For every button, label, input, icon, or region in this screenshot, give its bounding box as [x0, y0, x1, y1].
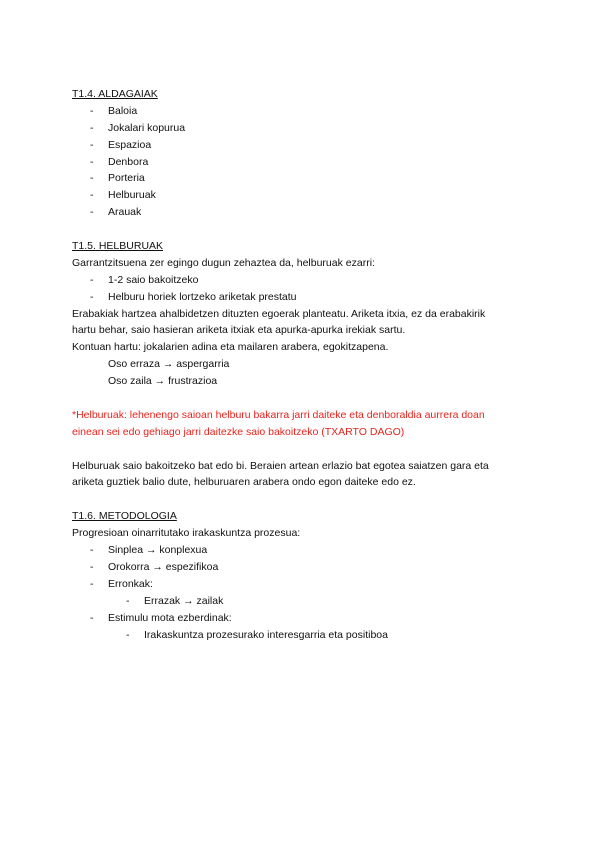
section-intro: Progresioan oinarritutako irakaskuntza prozesua: — [72, 527, 301, 540]
sub-list-item: - Irakaskuntza prozesurako interesgarria eta positiboa — [72, 627, 542, 644]
paragraph-line: ariketa guztiek balio dute, helburuaren arabera ondo egon daiteke edo ez. — [72, 476, 416, 489]
paragraph-line: Erabakiak hartzea ahalbidetzen dituzten egoerak planteatu. Ariketa itxia, ez da erabakirik — [72, 307, 486, 320]
bullet-dash: - — [90, 104, 94, 117]
example-line: Oso zaila → frustrazioa — [108, 375, 218, 388]
bullet-dash: - — [90, 290, 94, 303]
list-item: - 1-2 saio bakoitzeko — [72, 272, 542, 289]
bullet-dash: - — [90, 189, 94, 202]
list-item: - Espazioa — [72, 137, 542, 154]
list-item: - Helburuak — [72, 187, 542, 204]
list-item: - Helburu horiek lortzeko ariketak prestatu — [72, 289, 542, 306]
bullet-dash: - — [90, 544, 94, 557]
section-heading-helburuak: T1.5. HELBURUAK — [72, 240, 164, 253]
document-page — [72, 86, 542, 643]
list-item: - Estimulu mota ezberdinak: — [72, 610, 542, 627]
list-item: - Porteria — [72, 170, 542, 187]
list-item: - Sinplea → konplexua — [72, 542, 542, 559]
list-item: - Erronkak: — [72, 576, 542, 593]
bullet-dash: - — [90, 138, 94, 151]
paragraph-line: hartu behar, saio hasieran ariketa itxiak eta apurka-apurka irekiak sartu. — [72, 324, 406, 337]
note-line: einean sei edo gehiago jarri daitezke saio bakoitzeko (TXARTO DAGO) — [72, 425, 405, 438]
bullet-dash: - — [90, 611, 94, 624]
bullet-dash: - — [90, 172, 94, 185]
paragraph-line: Kontuan hartu: jokalarien adina eta mailaren arabera, egokitzapena. — [72, 341, 389, 354]
bullet-dash: - — [90, 273, 94, 286]
bullet-dash: - — [90, 206, 94, 219]
example-line: Oso erraza → aspergarria — [108, 358, 230, 371]
bullet-dash: - — [90, 121, 94, 134]
list-item: - Baloia — [72, 103, 542, 120]
section-heading-aldagaiak: T1.4. ALDAGAIAK — [72, 88, 158, 100]
section-intro: Garrantzitsuena zer egingo dugun zehaztea da, helburuak ezarri: — [72, 256, 375, 269]
bullet-dash: - — [90, 577, 94, 590]
note-line: *Helburuak: lehenengo saioan helburu bakarra jarri daiteke eta denboraldia aurrera doan — [72, 408, 485, 421]
bullet-dash: - — [126, 628, 130, 641]
bullet-dash: - — [90, 560, 94, 573]
section-heading-metodologia: T1.6. METODOLOGIA — [72, 510, 177, 523]
list-item: - Jokalari kopurua — [72, 120, 542, 137]
sub-list-item: - Errazak → zailak — [72, 593, 542, 610]
paragraph-line: Helburuak saio bakoitzeko bat edo bi. Beraien artean erlazio bat egotea saiatzen gara eta — [72, 459, 489, 472]
bullet-dash: - — [126, 594, 130, 607]
list-item: - Arauak — [72, 204, 542, 221]
list-item: - Orokorra → espezifikoa — [72, 559, 542, 576]
bullet-dash: - — [90, 155, 94, 168]
list-item: - Denbora — [72, 154, 542, 171]
